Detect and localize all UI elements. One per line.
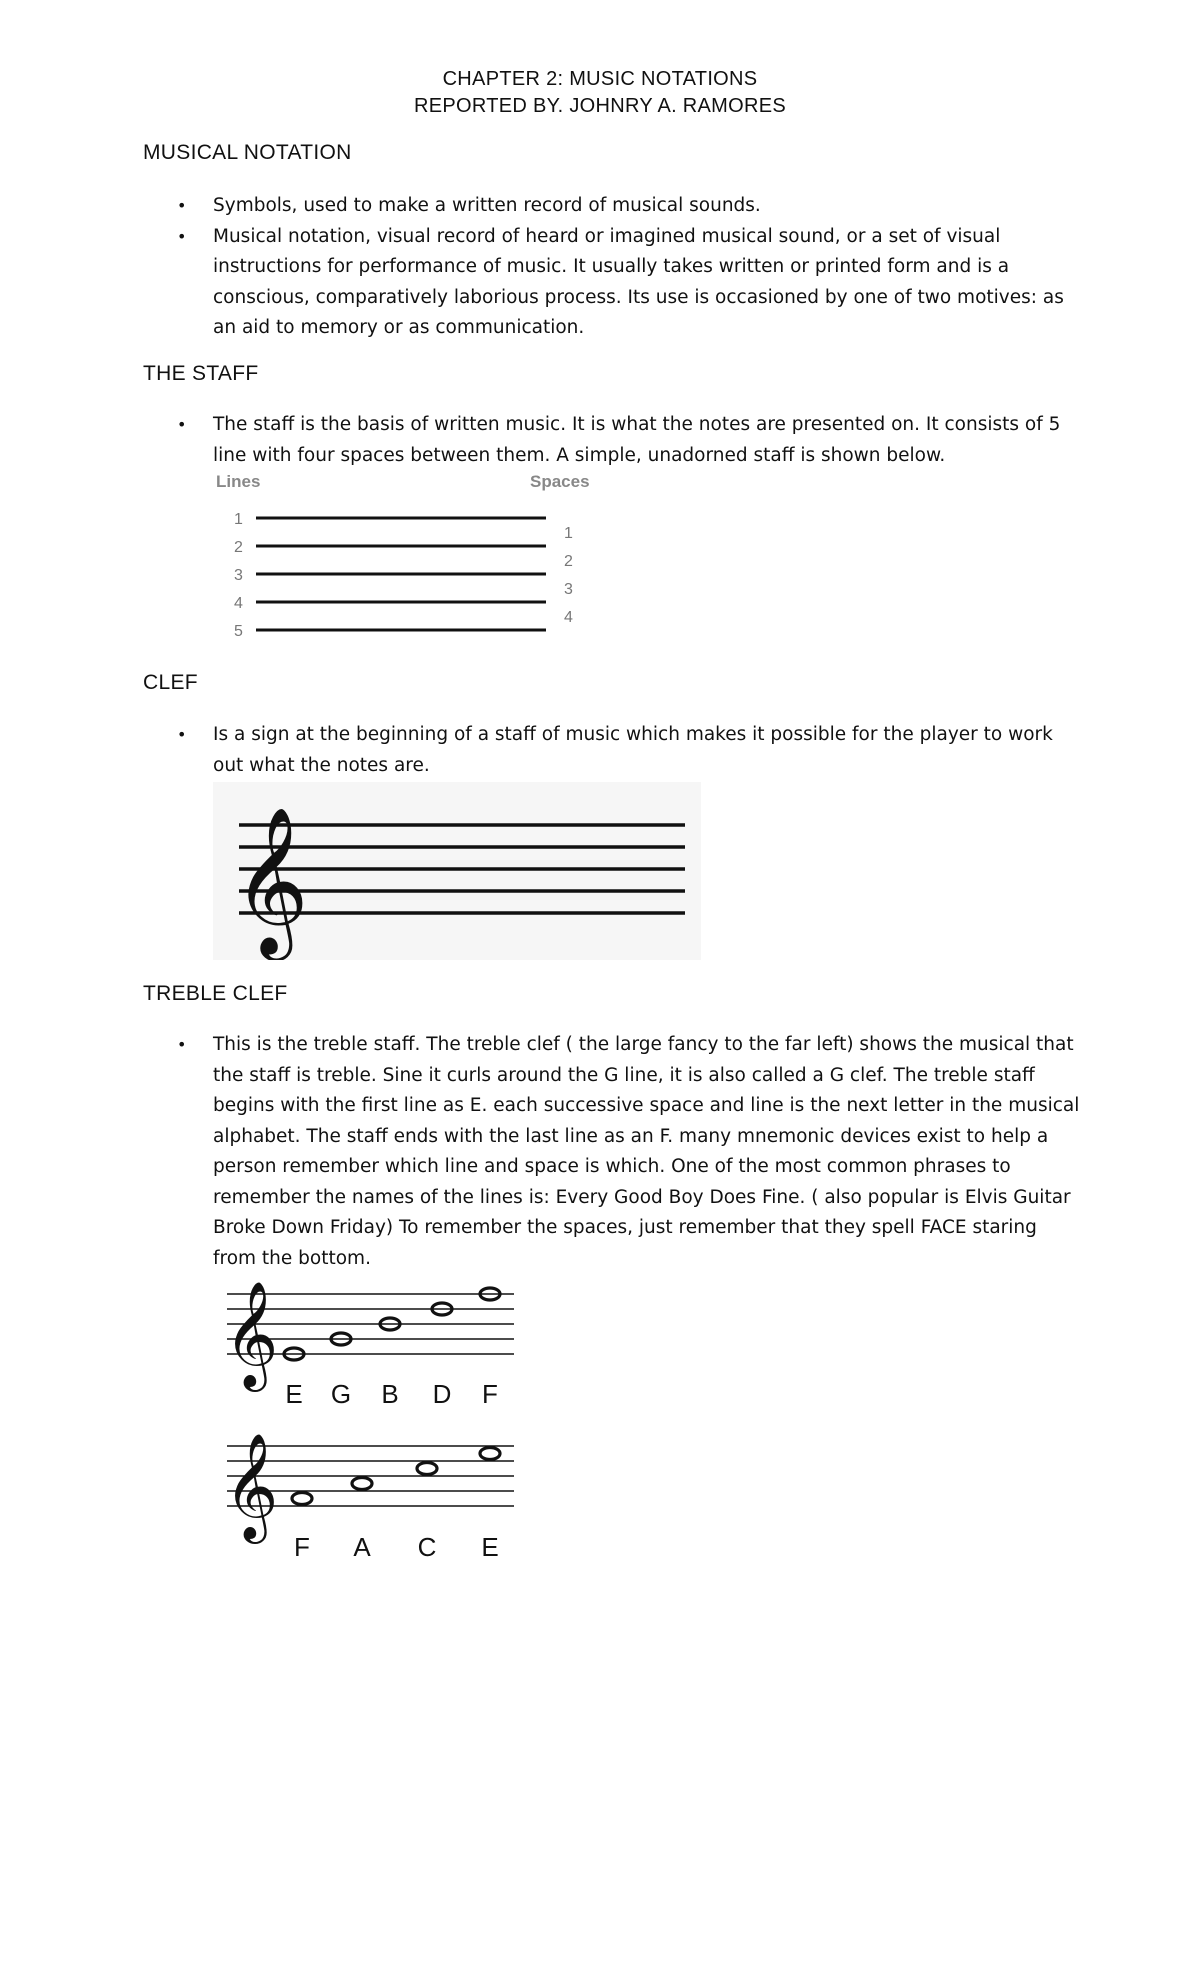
list-item-text: This is the treble staff. The treble clef ( the large fancy to the far left) shows the musical that the staff is treble. Sine it curls around the G line, it is also called a G clef. The treble staff begins with the first line as E. each successive space and line is the next letter in the musical alphabet. The staff ends with the last line as an F. many mnemonic devices exist to help a person remember which line and space is which. One of the most common phrases to remember the names of the lines is: Every Good Boy Does Fine. ( also popular is Elvis Guitar Broke Down Friday) To remember the spaces, just remember that they spell FACE staring from the bottom.: [213, 1034, 1080, 1269]
list-item-text: Is a sign at the beginning of a staff of music which makes it possible for the player to work out what the notes are.: [213, 724, 1053, 776]
line-number: 3: [234, 567, 243, 584]
heading-the-staff: THE STAFF: [143, 362, 259, 385]
clef-staff-figure: [213, 782, 701, 960]
line-number: 1: [234, 511, 243, 528]
musical-notation-list: [143, 191, 1083, 344]
note-label: E: [481, 1532, 499, 1562]
note-a: [352, 1478, 372, 1490]
note-labels: [285, 1379, 498, 1409]
list-item: [143, 1030, 1083, 1274]
face-staff-figure: [222, 1424, 522, 1568]
clef-list: [143, 720, 1083, 781]
note-e: [480, 1448, 500, 1460]
space-number: 4: [564, 609, 573, 626]
heading-clef: CLEF: [143, 671, 198, 694]
bullet-icon: •: [177, 1035, 187, 1054]
line-number: 5: [234, 623, 243, 640]
document-title: [0, 66, 1200, 120]
bullet-icon: •: [177, 196, 187, 215]
lines-label: Lines: [216, 472, 261, 491]
line-number: 2: [234, 539, 243, 556]
line-number: 4: [234, 595, 243, 612]
list-item: [143, 410, 1083, 471]
reporter-line: REPORTED BY. JOHNRY A. RAMORES: [413, 95, 787, 117]
note-label: A: [353, 1532, 371, 1562]
space-number: 3: [564, 581, 573, 598]
space-number: 2: [564, 553, 573, 570]
note-label: F: [482, 1379, 498, 1409]
bullet-icon: •: [177, 226, 187, 246]
note-label: F: [294, 1532, 310, 1562]
list-item-text: Symbols, used to make a written record of musical sounds.: [213, 195, 761, 216]
treble-clef-icon: 𝄞: [224, 1280, 279, 1387]
treble-clef-icon: 𝄞: [224, 1432, 279, 1539]
bullet-icon: •: [177, 725, 187, 744]
list-item: [143, 720, 1083, 781]
note-label: C: [417, 1532, 437, 1562]
treble-clef-list: [143, 1030, 1083, 1274]
line-numbers: [234, 511, 243, 640]
heading-treble-clef: TREBLE CLEF: [143, 982, 288, 1005]
space-numbers: [564, 525, 573, 626]
note-label: D: [432, 1379, 452, 1409]
note-label: E: [285, 1379, 303, 1409]
bullet-icon: •: [177, 415, 187, 434]
list-item-text: The staff is the basis of written music. It is what the notes are presented on. It consists of 5 line with four spaces between them. A simple, unadorned staff is shown below.: [213, 414, 1061, 466]
spaces-label: Spaces: [530, 472, 590, 491]
heading-musical-notation: MUSICAL NOTATION: [143, 141, 352, 164]
list-item: [143, 222, 1083, 344]
staff-lines: [256, 518, 546, 630]
chapter-title: CHAPTER 2: MUSIC NOTATIONS: [442, 68, 758, 90]
note-labels: [294, 1532, 499, 1562]
list-item: [143, 191, 1083, 222]
note-label: B: [381, 1379, 399, 1409]
staff-list: [143, 410, 1083, 471]
egbdf-staff-figure: [222, 1272, 522, 1412]
note-f: [292, 1493, 312, 1505]
note-c: [417, 1463, 437, 1475]
treble-clef-icon: 𝄞: [233, 806, 309, 955]
list-item-text: Musical notation, visual record of heard or imagined musical sound, or a set of visual instructions for performance of music. It usually takes written or printed form and is a conscious, comparatively laborious process. Its use is occasioned by one of two motives: as an aid to memory or as communication.: [213, 225, 1064, 338]
space-number: 1: [564, 525, 573, 542]
note-label: G: [330, 1379, 352, 1409]
staff-lines-figure: [210, 468, 610, 648]
